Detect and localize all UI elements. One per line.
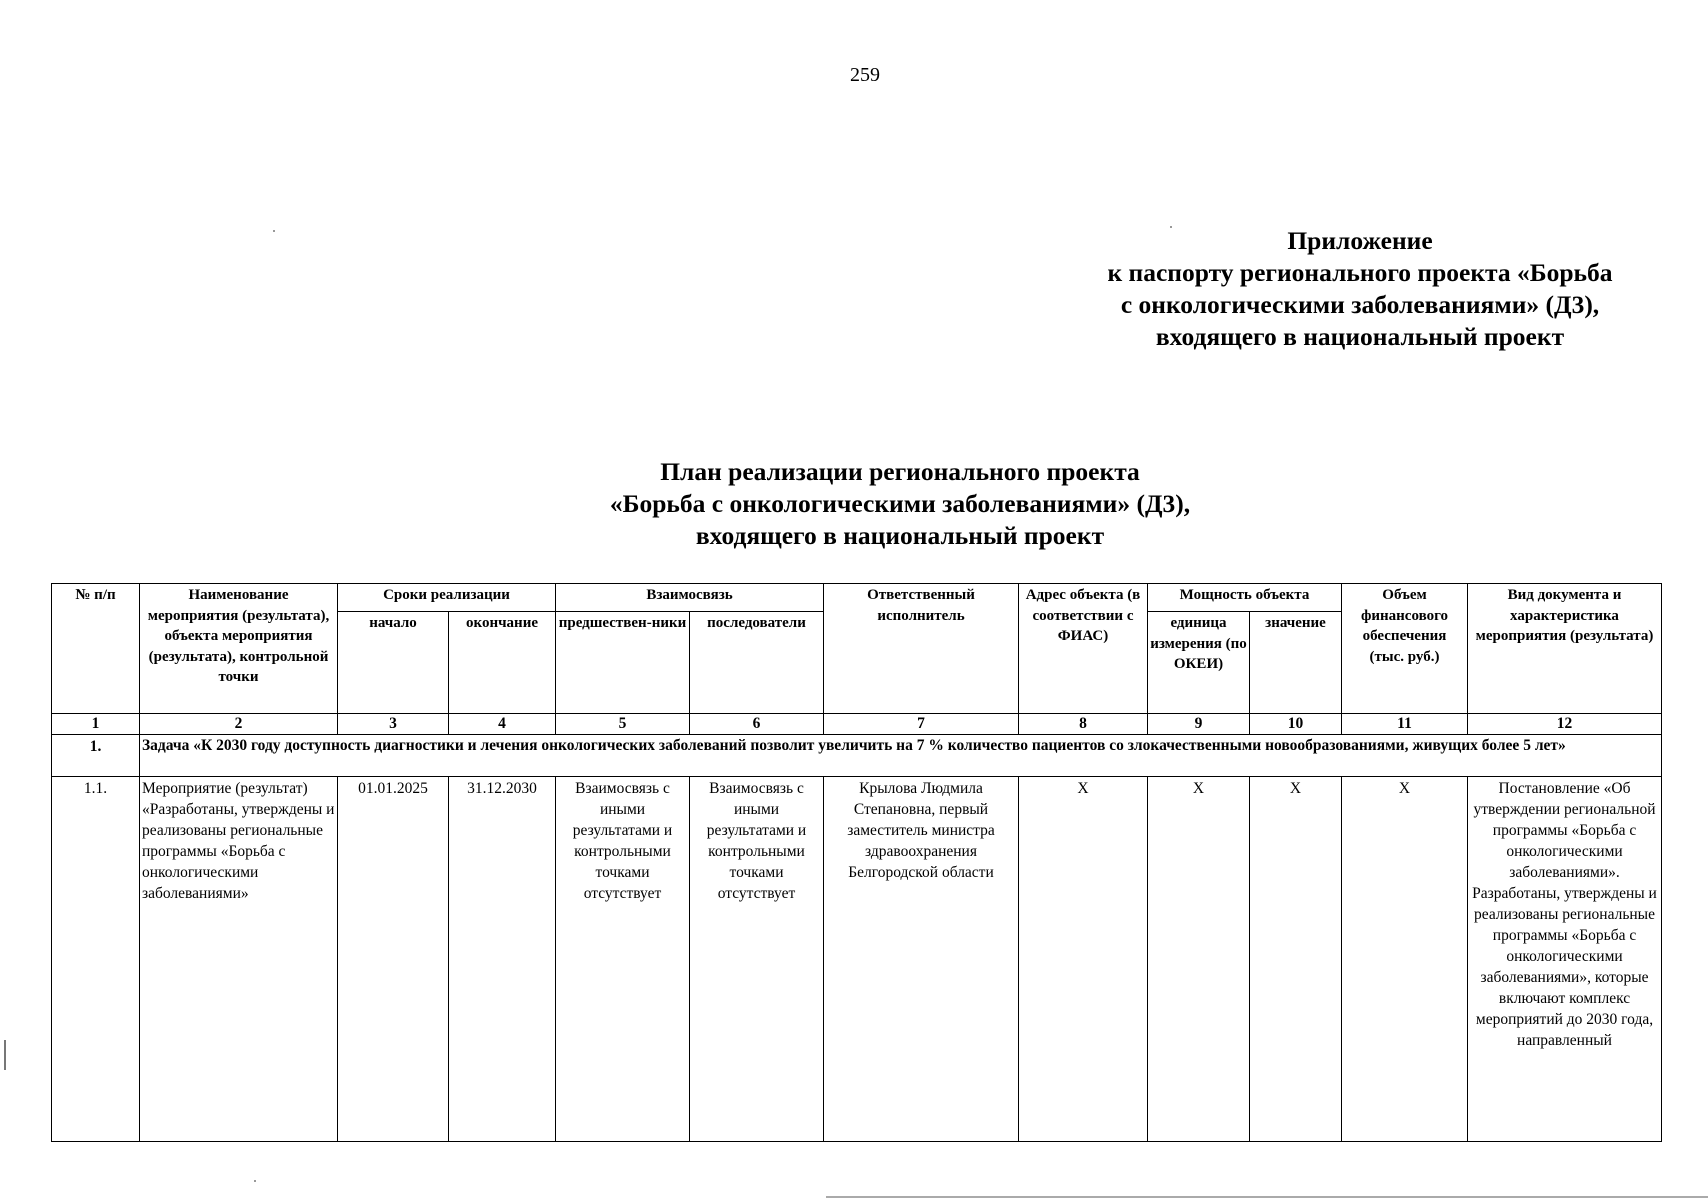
row-name: Мероприятие (результат) «Разработаны, утверждены и реализованы региональные программы «Борьба с онкологическими заболеваниями» bbox=[140, 777, 338, 1142]
appendix-line: с онкологическими заболеваниями» (Д3), bbox=[1120, 290, 1600, 319]
column-number: 6 bbox=[690, 714, 824, 735]
task-num: 1. bbox=[52, 735, 140, 777]
header-terms: Сроки реализации bbox=[338, 584, 556, 612]
header-address: Адрес объекта (в соответствии с ФИАС) bbox=[1019, 584, 1148, 714]
plan-title-line: «Борьба с онкологическими заболеваниями» (Д3), bbox=[609, 489, 1191, 518]
row-financing: Х bbox=[1342, 777, 1468, 1142]
header-num: № п/п bbox=[52, 584, 140, 714]
page-number: 259 bbox=[850, 64, 880, 86]
header-value: значение bbox=[1250, 612, 1342, 714]
row-address: Х bbox=[1019, 777, 1148, 1142]
column-number-row bbox=[52, 714, 1662, 735]
column-number: 4 bbox=[449, 714, 556, 735]
appendix-heading bbox=[1080, 225, 1640, 353]
task-text: Задача «К 2030 году доступность диагностики и лечения онкологических заболеваний позволит увеличить на 7 % количество пациентов со злокачественными новообразованиями, живущих более 5 лет» bbox=[140, 735, 1662, 777]
header-row-top bbox=[52, 584, 1662, 612]
header-capacity: Мощность объекта bbox=[1148, 584, 1342, 612]
column-number: 10 bbox=[1250, 714, 1342, 735]
table-row bbox=[52, 777, 1662, 1142]
column-number: 12 bbox=[1468, 714, 1662, 735]
task-row bbox=[52, 735, 1662, 777]
header-responsible: Ответственный исполнитель bbox=[824, 584, 1019, 714]
row-start: 01.01.2025 bbox=[338, 777, 449, 1142]
scan-speck bbox=[254, 1180, 256, 1182]
header-successors: последователи bbox=[690, 612, 824, 714]
header-financing: Объем финансового обеспечения (тыс. руб.) bbox=[1342, 584, 1468, 714]
row-num: 1.1. bbox=[52, 777, 140, 1142]
column-number: 7 bbox=[824, 714, 1019, 735]
row-successors: Взаимосвязь с иными результатами и контрольными точками отсутствует bbox=[690, 777, 824, 1142]
appendix-line: Приложение bbox=[1287, 226, 1433, 255]
plan-title-line: входящего в национальный проект bbox=[695, 521, 1105, 550]
appendix-line: к паспорту регионального проекта «Борьба bbox=[1107, 258, 1613, 287]
column-number: 1 bbox=[52, 714, 140, 735]
header-name: Наименование мероприятия (результата), объекта мероприятия (результата), контрольной точки bbox=[140, 584, 338, 714]
header-end: окончание bbox=[449, 612, 556, 714]
header-predecessors: предшествен-ники bbox=[556, 612, 690, 714]
scan-margin-line bbox=[4, 1040, 6, 1070]
scan-speck bbox=[273, 230, 275, 232]
plan-title bbox=[500, 456, 1300, 552]
header-doc-type: Вид документа и характеристика мероприятия (результата) bbox=[1468, 584, 1662, 714]
header-start: начало bbox=[338, 612, 449, 714]
plan-title-line: План реализации регионального проекта bbox=[660, 457, 1140, 486]
row-end: 31.12.2030 bbox=[449, 777, 556, 1142]
row-doc-type: Постановление «Об утверждении региональной программы «Борьба с онкологическими заболеваниями». Разработаны, утверждены и реализованы региональные программы «Борьба с онкологическими заболеваниями», которые включают комплекс мероприятий до 2030 года, направленный bbox=[1468, 777, 1662, 1142]
column-number: 8 bbox=[1019, 714, 1148, 735]
scan-speck bbox=[1170, 226, 1172, 228]
column-number: 2 bbox=[140, 714, 338, 735]
column-number: 5 bbox=[556, 714, 690, 735]
header-relation: Взаимосвязь bbox=[556, 584, 824, 612]
header-unit: единица измерения (по ОКЕИ) bbox=[1148, 612, 1250, 714]
row-value: Х bbox=[1250, 777, 1342, 1142]
row-responsible: Крылова Людмила Степановна, первый заместитель министра здравоохранения Белгородской области bbox=[824, 777, 1019, 1142]
row-predecessors: Взаимосвязь с иными результатами и контрольными точками отсутствует bbox=[556, 777, 690, 1142]
scan-bottom-edge bbox=[826, 1196, 1708, 1198]
column-number: 11 bbox=[1342, 714, 1468, 735]
implementation-plan-table bbox=[51, 583, 1662, 1142]
row-unit: Х bbox=[1148, 777, 1250, 1142]
column-number: 3 bbox=[338, 714, 449, 735]
column-number: 9 bbox=[1148, 714, 1250, 735]
appendix-line: входящего в национальный проект bbox=[1155, 322, 1565, 351]
